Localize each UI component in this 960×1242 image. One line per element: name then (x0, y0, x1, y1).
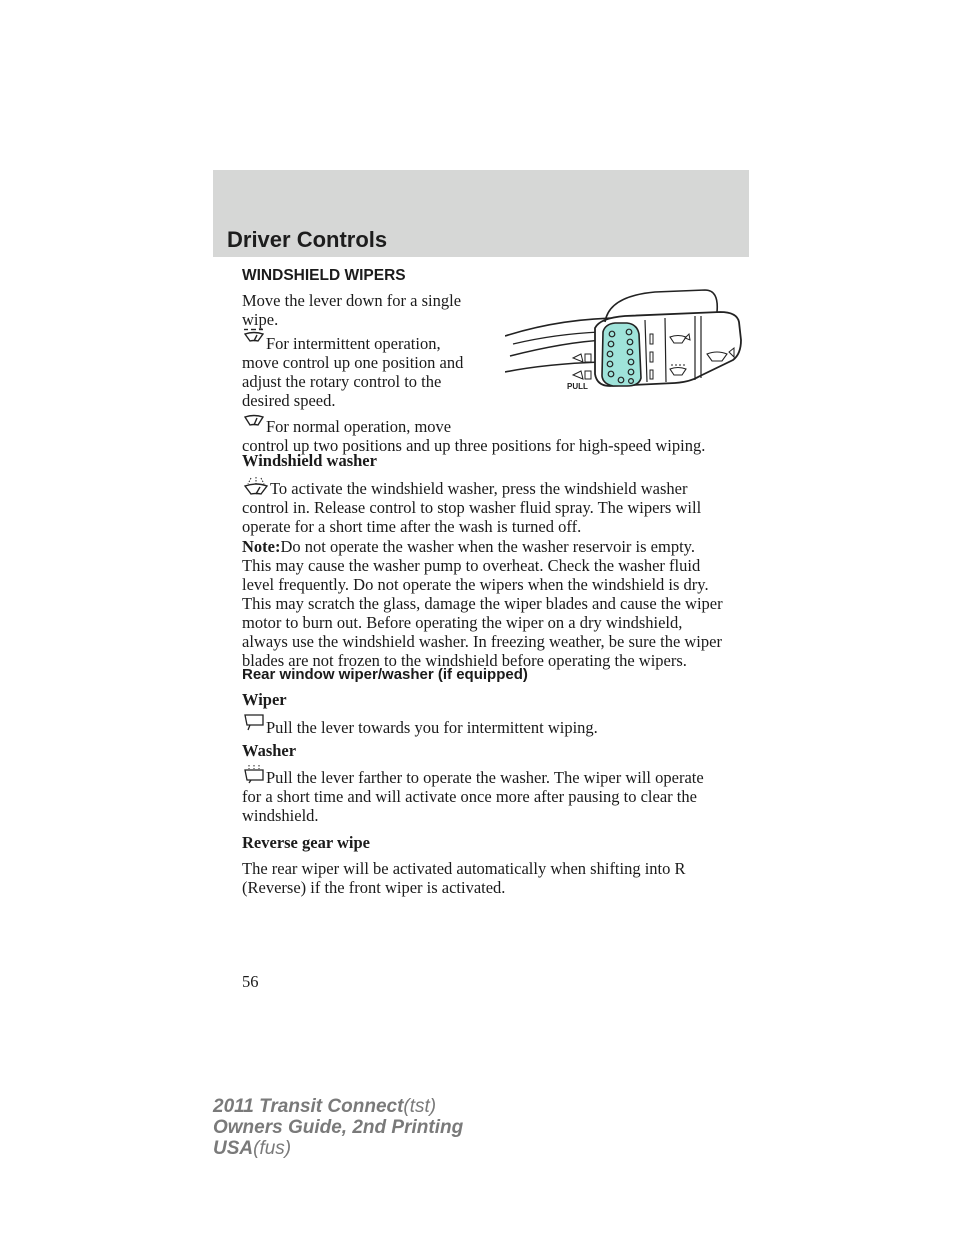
rear-wiper-icon (243, 713, 265, 731)
text-line: For normal operation, move (266, 417, 452, 436)
normal-paragraph (242, 417, 705, 455)
washer-heading: Windshield washer (242, 451, 377, 470)
text-line: Do not operate the washer when the washer reservoir is empty. (280, 537, 695, 556)
text-line: wipe. (242, 310, 279, 329)
pull-label: PULL (567, 382, 588, 390)
text-line: motor to burn out. Before operating the wiper on a dry windshield, (242, 613, 683, 632)
footer-region-code: (fus) (253, 1138, 292, 1159)
footer-model: 2011 Transit Connect (213, 1096, 404, 1117)
text-line: blades are not frozen to the windshield before operating the wipers. (242, 651, 687, 670)
section-title: WINDSHIELD WIPERS (242, 267, 406, 284)
rear-washer-paragraph (242, 768, 704, 825)
text-line: (Reverse) if the front wiper is activated. (242, 878, 506, 897)
text-line: For intermittent operation, (266, 334, 441, 353)
footer-guide: Owners Guide, 2nd Printing (213, 1117, 464, 1138)
text-line: This may scratch the glass, damage the wiper blades and cause the wiper (242, 594, 723, 613)
text-line: for a short time and will activate once more after pausing to clear the (242, 787, 697, 806)
text-line: level frequently. Do not operate the wipers when the windshield is dry. (242, 575, 709, 594)
text-line: always use the windshield washer. In freezing weather, be sure the wiper (242, 632, 722, 651)
intro-paragraph (242, 291, 461, 329)
page-number: 56 (242, 972, 259, 991)
wiper-lever-illustration (505, 282, 747, 390)
note-label: Note: (242, 537, 281, 556)
intermittent-paragraph (242, 334, 463, 410)
rear-heading: Rear window wiper/washer (if equipped) (242, 666, 528, 683)
text-line: To activate the windshield washer, press the windshield washer (270, 479, 688, 498)
reverse-paragraph (242, 859, 686, 897)
footer-region: USA (213, 1138, 254, 1159)
page-header-title: Driver Controls (227, 227, 388, 252)
text-line: control up two positions and up three positions for high-speed wiping. (242, 436, 706, 455)
text-line: Move the lever down for a single (242, 291, 462, 310)
text-line: desired speed. (242, 391, 336, 410)
wiper-text: Pull the lever towards you for intermittent wiping. (266, 718, 598, 737)
reverse-heading: Reverse gear wipe (242, 833, 370, 852)
header-band (213, 170, 749, 257)
text-line: Pull the lever farther to operate the washer. The wiper will operate (266, 768, 704, 787)
text-line: operate for a short time after the wash is turned off. (242, 517, 582, 536)
text-line: This may cause the washer pump to overheat. Check the washer fluid (242, 556, 701, 575)
text-line: control in. Release control to stop washer fluid spray. The wipers will (242, 498, 702, 517)
footer (213, 1096, 463, 1159)
text-line: adjust the rotary control to the (242, 372, 442, 391)
text-line: windshield. (242, 806, 319, 825)
wiper-heading: Wiper (242, 690, 287, 709)
rear-washer-heading: Washer (242, 741, 297, 760)
text-line: move control up one position and (242, 353, 464, 372)
text-line: The rear wiper will be activated automatically when shifting into R (242, 859, 686, 878)
footer-model-code: (tst) (403, 1096, 437, 1117)
washer-paragraph (242, 479, 701, 536)
note-paragraph (242, 537, 723, 670)
